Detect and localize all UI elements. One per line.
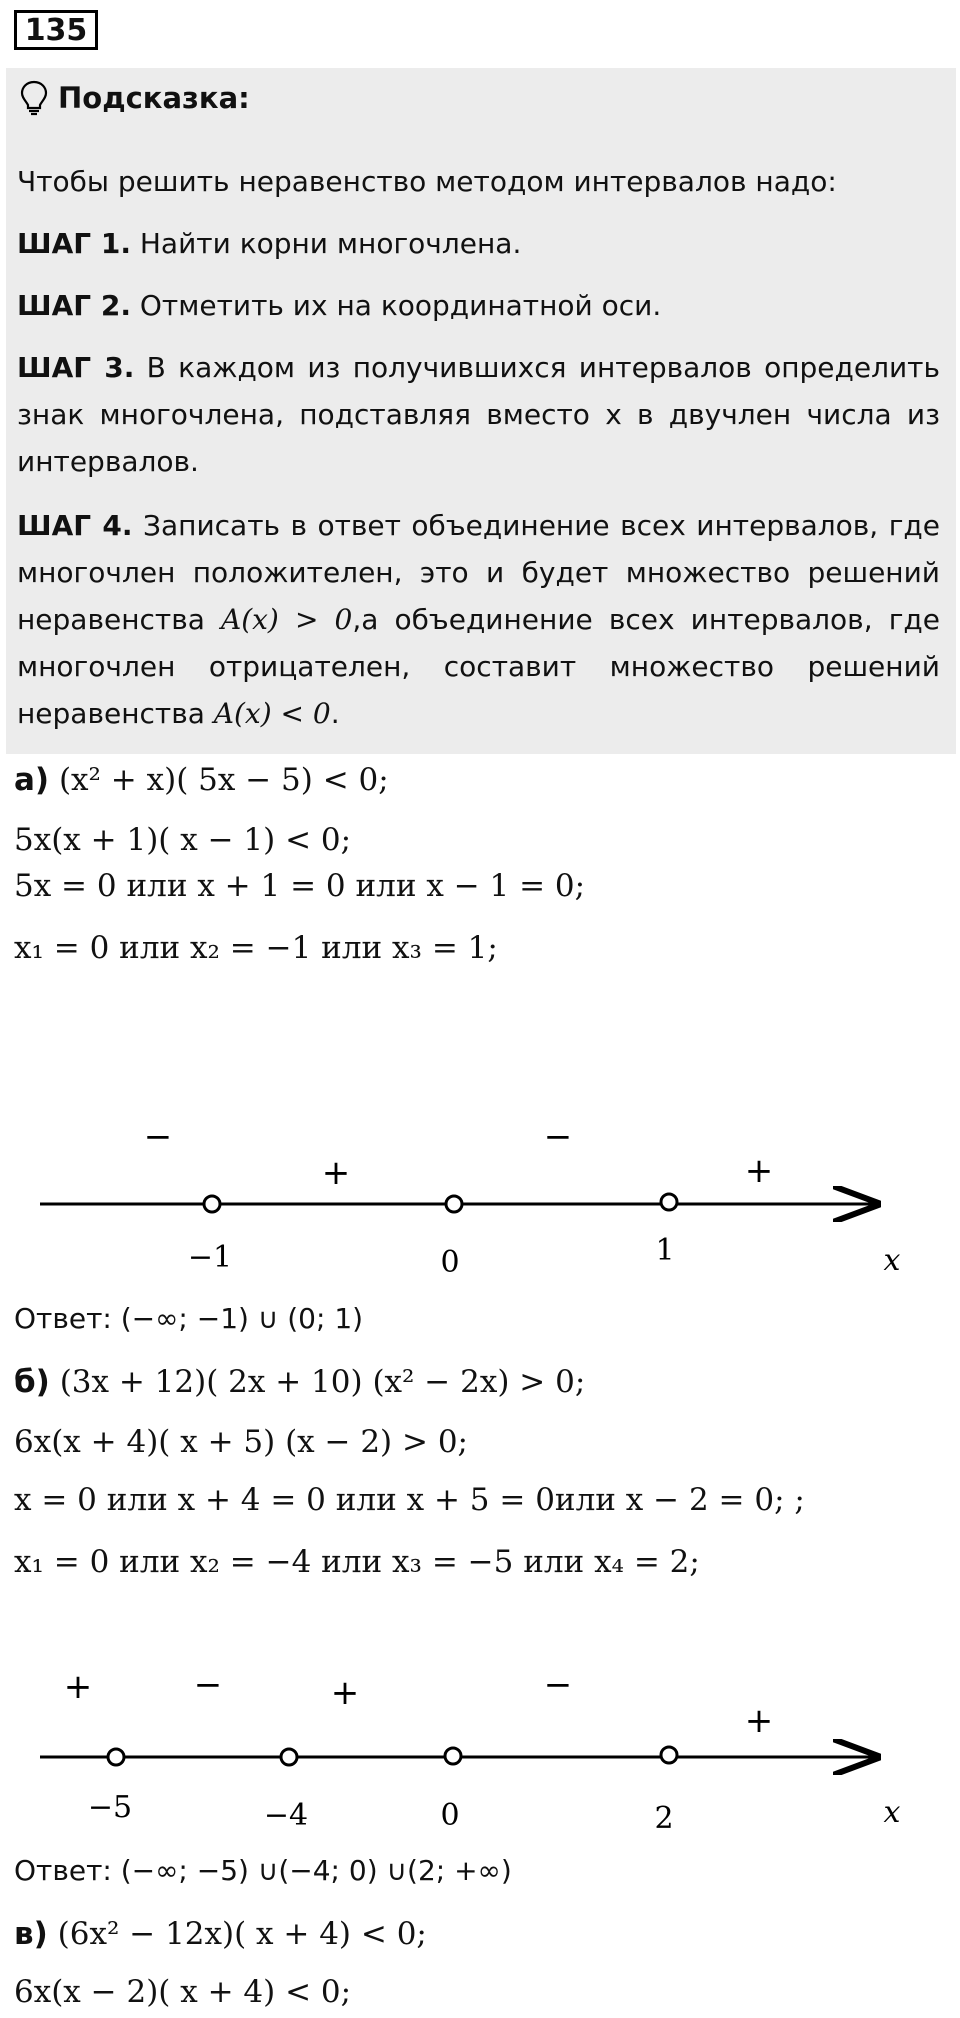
answer-b: Ответ: (−∞; −5) ∪(−4; 0) ∪(2; +∞): [14, 1854, 512, 1887]
sign-a-1: −: [143, 1117, 173, 1157]
tick-label-a-2: 0: [440, 1245, 460, 1280]
step-1-text: Найти корни многочлена.: [130, 227, 522, 260]
axis-var-a: x: [883, 1243, 901, 1278]
hint-step-1: [17, 220, 940, 267]
axis-var-b: x: [883, 1795, 901, 1830]
part-b-line-4: x₁ = 0 или x₂ = −4 или x₃ = −5 или x₄ = 2;: [14, 1544, 700, 1580]
part-b-line-3: x = 0 или x + 4 = 0 или x + 5 = 0или x − 2 = 0; ;: [14, 1482, 805, 1518]
lightbulb-icon: [20, 80, 48, 116]
part-a-equation-1: (x² + x)( 5x − 5) < 0;: [58, 762, 389, 798]
sign-a-4: +: [744, 1151, 774, 1191]
step-3-label: ШАГ 3.: [17, 351, 135, 384]
number-line-a: [0, 1110, 960, 1290]
part-a-label: а): [14, 762, 50, 798]
point-b-2: [661, 1747, 677, 1763]
sign-b-5: +: [744, 1701, 774, 1741]
part-a-line-1: [14, 758, 389, 802]
part-v-line-1: [14, 1912, 427, 1956]
sign-a-2: +: [321, 1153, 351, 1193]
part-b-equation-1: (3x + 12)( 2x + 10) (x² − 2x) > 0;: [59, 1364, 586, 1400]
answer-a: Ответ: (−∞; −1) ∪ (0; 1): [14, 1302, 364, 1335]
point-a-minus-1: [204, 1196, 220, 1212]
step-4-math-a: A(x) > 0: [220, 603, 353, 636]
step-4-math-b: A(x) < 0: [213, 697, 331, 730]
hint-header: [20, 78, 250, 118]
hint-step-3: [17, 344, 940, 485]
tick-label-a-3: 1: [655, 1233, 675, 1268]
step-4-end: .: [330, 697, 340, 730]
part-a-line-3: 5x = 0 или x + 1 = 0 или x − 1 = 0;: [14, 868, 586, 904]
problem-number: 135: [14, 10, 98, 50]
step-4-label: ШАГ 4.: [17, 509, 133, 542]
part-v-line-2: 6x(x − 2)( x + 4) < 0;: [14, 1974, 352, 2010]
tick-label-b-2: −4: [263, 1798, 309, 1833]
part-v-equation-1: (6x² − 12x)( x + 4) < 0;: [57, 1916, 427, 1952]
sign-b-1: +: [63, 1667, 93, 1707]
part-a-line-4: x₁ = 0 или x₂ = −1 или x₃ = 1;: [14, 930, 498, 966]
tick-label-b-1: −5: [87, 1790, 133, 1825]
number-line-b: [0, 1660, 960, 1840]
step-4-text-b: ,а объединение всех интервалов, где многочлен отрицателен, составит множество решений неравенства: [17, 603, 940, 730]
step-2-label: ШАГ 2.: [17, 289, 131, 322]
step-2-text: Отметить их на координатной оси.: [139, 289, 662, 322]
sign-b-3: +: [330, 1673, 360, 1713]
point-b-0: [445, 1748, 461, 1764]
sign-a-3: −: [543, 1117, 573, 1157]
sign-b-4: −: [543, 1665, 573, 1705]
point-b-minus-4: [281, 1749, 297, 1765]
hint-title: Подсказка:: [58, 81, 250, 115]
hint-step-2: [17, 282, 940, 329]
part-b-line-2: 6x(x + 4)( x + 5) (x − 2) > 0;: [14, 1424, 468, 1460]
point-a-0: [446, 1196, 462, 1212]
step-1-label: ШАГ 1.: [17, 227, 131, 260]
point-b-minus-5: [108, 1749, 124, 1765]
part-a-line-2: 5x(x + 1)( x − 1) < 0;: [14, 822, 352, 858]
step-4-text-a: Записать в ответ объединение всех интервалов, где многочлен положителен, это и будет множество решений неравенства: [17, 509, 940, 636]
tick-label-a-1: −1: [187, 1240, 233, 1275]
part-v-label: в): [14, 1916, 48, 1952]
tick-label-b-4: 2: [654, 1801, 674, 1836]
part-b-label: б): [14, 1364, 50, 1400]
step-3-text: В каждом из получившихся интервалов определить знак многочлена, подставляя вместо x в двучлен числа из интервалов.: [17, 351, 940, 478]
hint-step-4: [17, 502, 940, 737]
hint-panel: [6, 68, 956, 754]
part-b-line-1: [14, 1360, 585, 1404]
point-a-1: [661, 1194, 677, 1210]
tick-label-b-3: 0: [440, 1798, 460, 1833]
hint-intro: Чтобы решить неравенство методом интервалов надо:: [17, 165, 837, 198]
sign-b-2: −: [193, 1665, 223, 1705]
